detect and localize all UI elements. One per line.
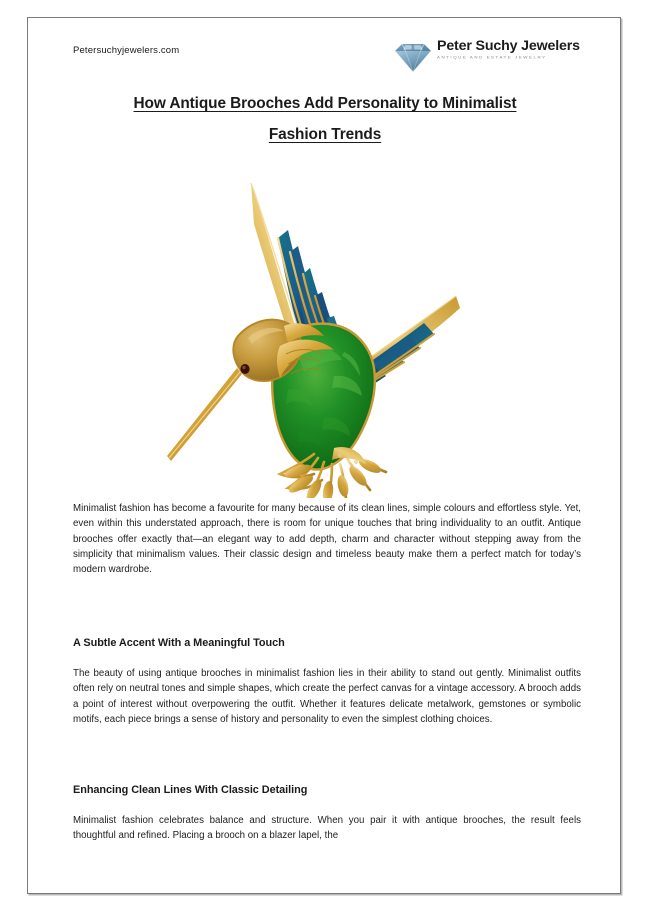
paragraph-1: Minimalist fashion has become a favourite for many because of its clean lines, simple colours and effortless style. Yet, even within this understated approach, there is room for unique touches that bring individuality to an outfit. Antique brooches offer exactly that—an elegant way to add depth, charm and character without stepping away from the simplicity that minimalism values. Their classic design and timeless beauty make them a perfect match for today’s modern wardrobe.: [73, 503, 581, 576]
paragraph-3: Minimalist fashion celebrates balance and structure. When you pair it with antique brooches, the result feels thoughtful and refined. Placing a brooch on a blazer lapel, the: [73, 815, 581, 842]
document-header: [28, 34, 620, 80]
paragraph-2: The beauty of using antique brooches in minimalist fashion lies in their ability to stand out gently. Minimalist outfits often rely on neutral tones and simple shapes, which create the perfect canvas for a vintage accessory. A brooch adds a point of interest without overpowering the outfit. Whether it features delicate metalwork, gemstones or symbolic motifs, each piece brings a sense of history and personality to even the simplest clothing choices.: [73, 668, 581, 726]
section-1-heading-block: [73, 636, 581, 650]
brand-logo: [393, 34, 580, 78]
brand-tagline: ANTIQUE AND ESTATE JEWELRY: [437, 55, 547, 60]
site-url-text: Petersuchyjewelers.com: [73, 45, 180, 56]
section-heading-1: A Subtle Accent With a Meaningful Touch: [73, 637, 285, 649]
page-title-line-2: Fashion Trends: [268, 126, 382, 143]
intro-paragraph-block: [73, 501, 581, 578]
page-title: [70, 88, 580, 150]
brand-text: [437, 38, 587, 60]
section-2-paragraph-block: [73, 813, 581, 844]
diamond-gem-icon: [393, 40, 433, 74]
section-2-heading-block: [73, 783, 581, 797]
page-title-line-1: How Antique Brooches Add Personality to Minimalist: [133, 95, 517, 112]
section-heading-2: Enhancing Clean Lines With Classic Detailing: [73, 784, 308, 796]
brand-name: Peter Suchy Jewelers: [437, 38, 580, 54]
section-1-paragraph-block: [73, 666, 581, 727]
page-content-area: [28, 18, 620, 893]
hummingbird-brooch-image: [138, 168, 488, 498]
document-page: [27, 17, 621, 894]
